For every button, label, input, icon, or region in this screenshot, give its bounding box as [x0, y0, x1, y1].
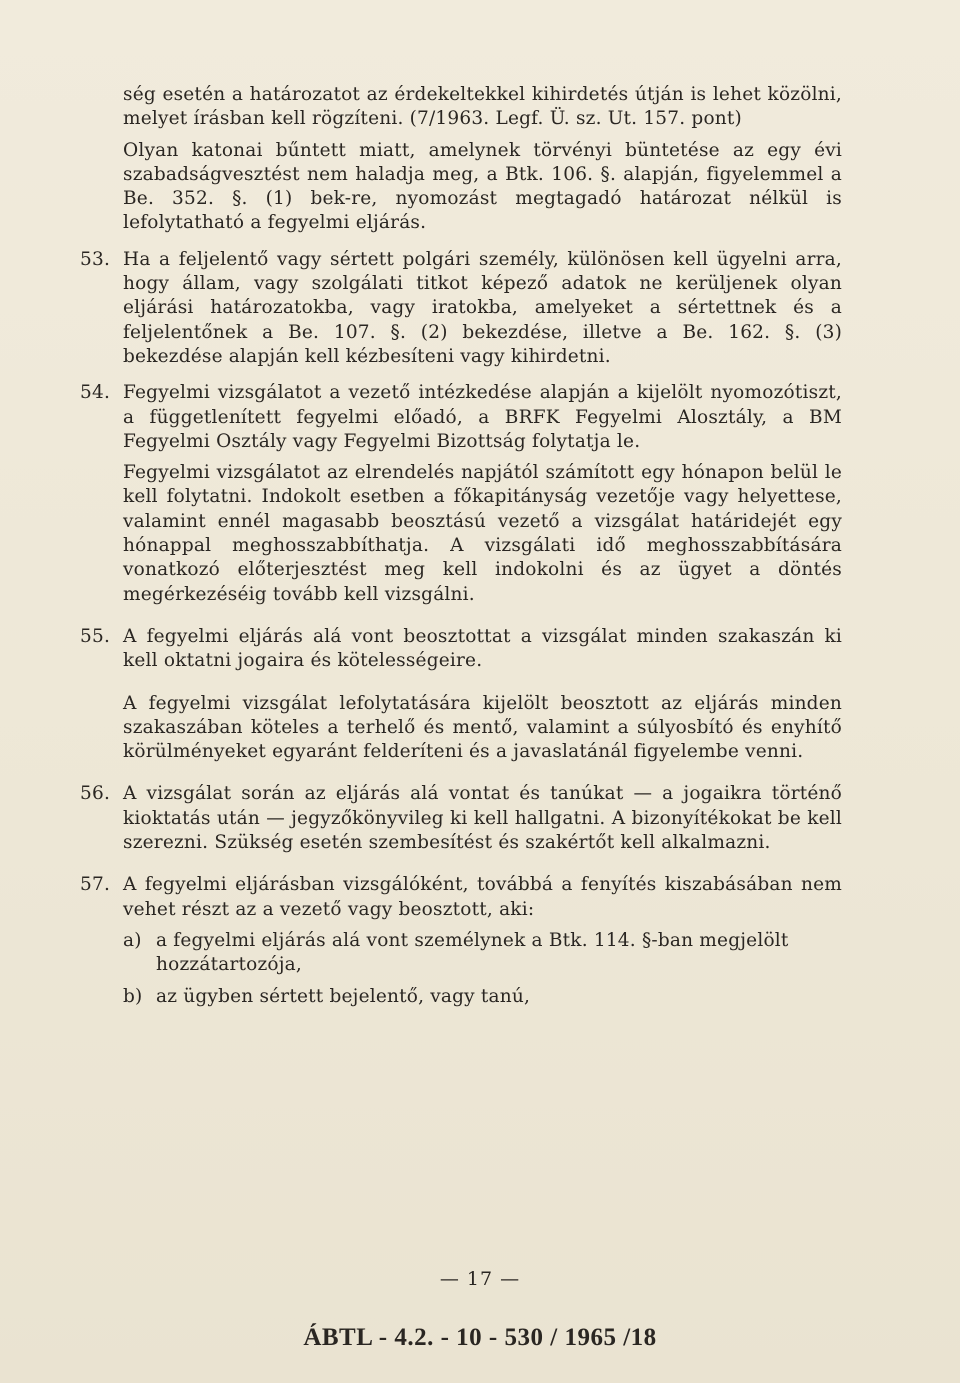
section-number: 57. [80, 874, 111, 896]
list-item-a [80, 929, 842, 978]
intro-continuation-paragraph: ség esetén a határozatot az érdekeltekkel kihirdetés útján is lehet közölni, melyet írásban kell rögzíteni. (7/1963. Legf. Ü. sz. Ut. 157. pont) [123, 84, 842, 130]
section-number: 56. [80, 783, 111, 805]
section-57 [80, 873, 842, 922]
section-number: 55. [80, 625, 111, 647]
intro-military-paragraph: Olyan katonai bűntett miatt, amelynek törvényi büntetése az egy évi szabadságvesztést nem haladja meg, a Btk. 106. §. alapján, figyelemmel a Be. 352. §. (1) bek-re, nyomozást megtagadó határozat nélkül is lefolytatható a fegyelmi eljárás. [123, 139, 842, 234]
section-53 [80, 248, 842, 369]
list-text: az ügyben sértett bejelentő, vagy tanú, [156, 985, 531, 1007]
archive-reference-stamp: ÁBTL - 4.2. - 10 - 530 / 1965 /18 [303, 1324, 657, 1351]
section-paragraph: A fegyelmi eljárásban vizsgálóként, továbbá a fenyítés kiszabásában nem vehet részt az a vezető vagy beosztott, aki: [123, 874, 842, 920]
section-paragraph: Fegyelmi vizsgálatot a vezető intézkedése alapján a kijelölt nyomozótiszt, a függetlenített fegyelmi előadó, a BRFK Fegyelmi Alosztály, a BM Fegyelmi Osztály vagy Fegyelmi Bizottság folytatja le. [123, 382, 842, 452]
section-paragraph: A fegyelmi eljárás alá vont beosztottat a vizsgálat minden szakaszán ki kell oktatni jogaira és kötelességeire. [123, 625, 842, 672]
page-number: — 17 — [439, 1268, 521, 1290]
list-letter: b) [123, 985, 143, 1007]
section-56 [80, 782, 842, 855]
section-paragraph: A fegyelmi vizsgálat lefolytatására kijelölt beosztott az eljárás minden szakaszában köteles a terhelő és mentő, valamint a súlyosbító és enyhítő körülményeket egyaránt felderíteni és a javaslatánál figyelembe venni. [123, 692, 842, 763]
section-55 [80, 625, 842, 764]
document-body [80, 83, 842, 1009]
section-number: 53. [80, 248, 111, 270]
list-letter: a) [123, 929, 142, 951]
section-paragraph: Ha a feljelentő vagy sértett polgári személy, különösen kell ügyelni arra, hogy állam, vagy szolgálati titkot képező adatok ne kerüljenek olyan eljárási határozatokba, vagy iratokba, amelyeket a sértettnek és a feljelentőnek a Be. 107. §. (2) bekezdése, illetve a Be. 162. §. (3) bekezdése alapján kell kézbesíteni vagy kihirdetni. [123, 248, 842, 367]
list-item-b [80, 985, 842, 1009]
section-54 [80, 381, 842, 607]
section-paragraph: Fegyelmi vizsgálatot az elrendelés napjától számított egy hónapon belül le kell folytatni. Indokolt esetben a főkapitányság vezetője vagy helyettese, valamint ennél magasabb beosztású vezető a vizsgálat határidejét egy hónappal meghosszabbíthatja. A vizsgálati idő meghosszabbítására vonatkozó előterjesztést meg kell indokolni és az ügyet a döntés megérkezéséig tovább kell vizsgálni. [123, 462, 842, 605]
section-number: 54. [80, 382, 111, 404]
list-text: a fegyelmi eljárás alá vont személynek a Btk. 114. §-ban megjelölt hozzátartozója, [156, 929, 789, 976]
section-paragraph: A vizsgálat során az eljárás alá vontat és tanúkat — a jogaikra történő kioktatás után — jegyzőkönyvileg ki kell hallgatni. A bizonyítékokat be kell szerezni. Szükség esetén szembesítést és szakértőt kell alkalmazni. [123, 783, 842, 854]
